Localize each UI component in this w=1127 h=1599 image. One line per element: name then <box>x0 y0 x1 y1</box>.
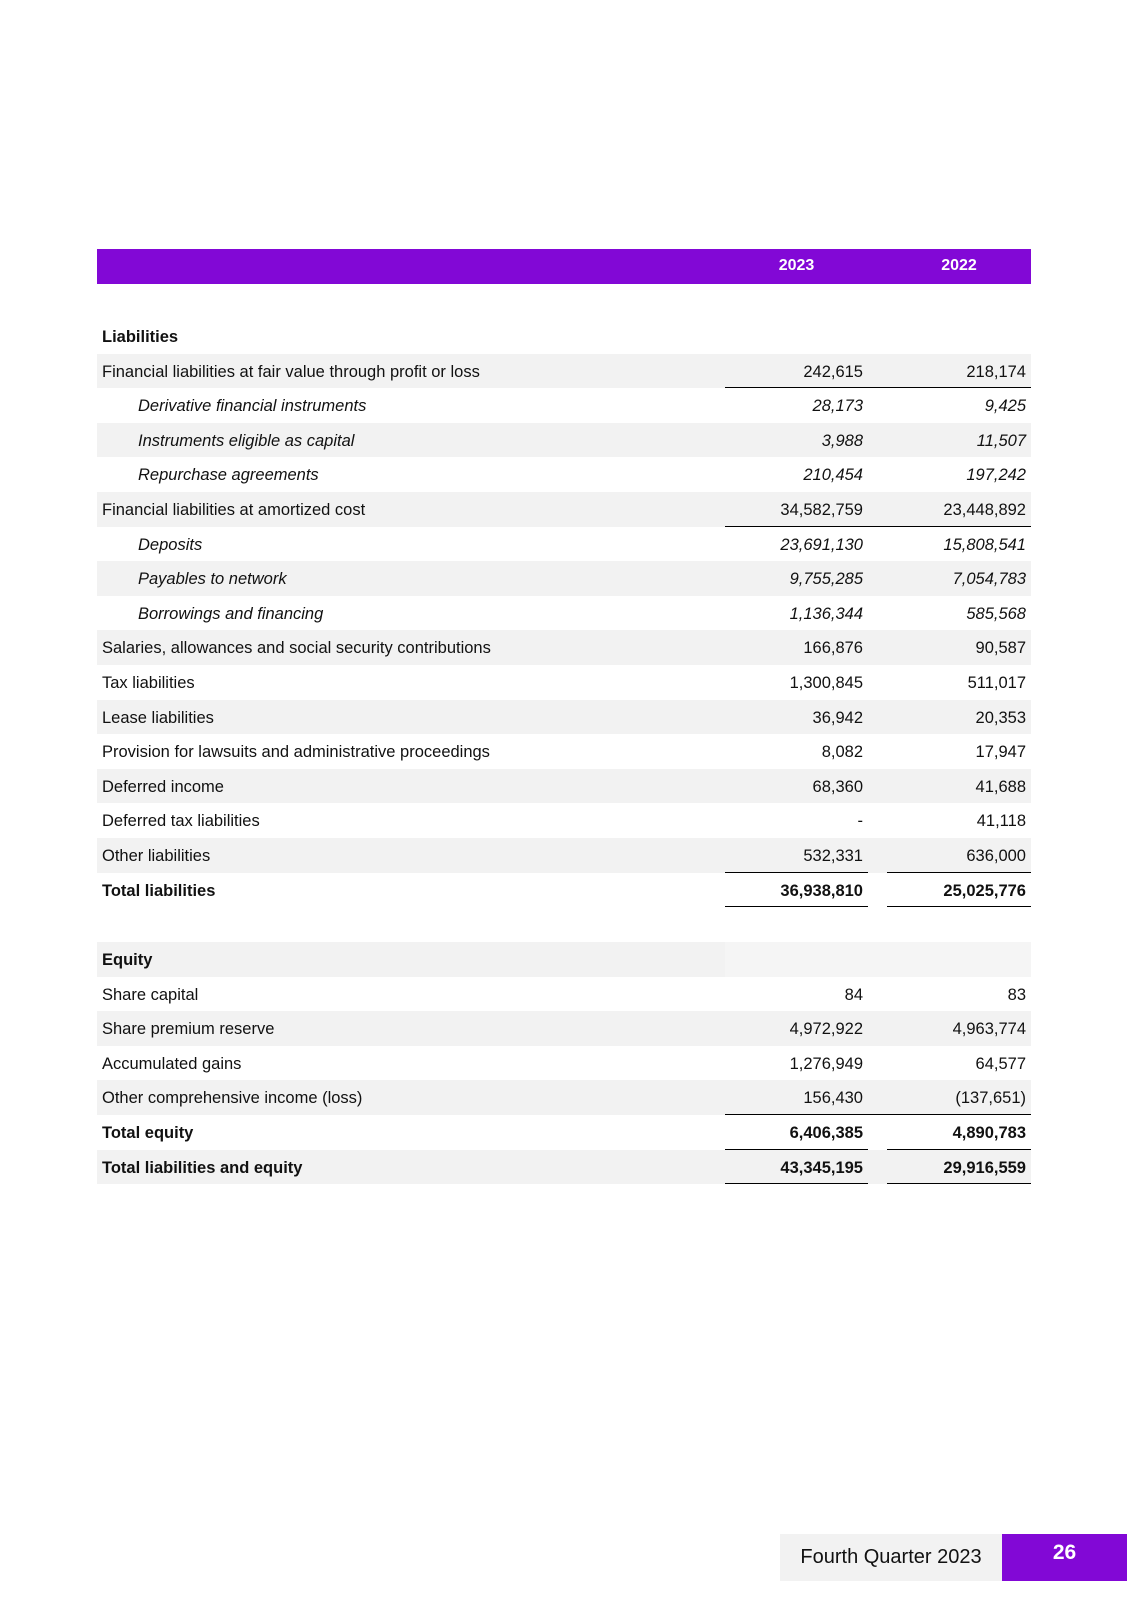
value-2023: 36,938,810 <box>780 881 863 900</box>
value-2022: 511,017 <box>967 673 1026 692</box>
value-2022: 9,425 <box>984 397 1026 416</box>
row-label: Derivative financial instruments <box>138 397 367 416</box>
row-label: Instruments eligible as capital <box>138 431 355 450</box>
row-label: Repurchase agreements <box>138 466 319 485</box>
table-row <box>97 700 1031 735</box>
table-row <box>97 769 1031 804</box>
row-label: Share capital <box>102 985 199 1004</box>
row-label: Lease liabilities <box>102 708 214 727</box>
value-2023: 1,276,949 <box>789 1054 863 1073</box>
value-2022: 20,353 <box>975 708 1026 727</box>
row-label: Borrowings and financing <box>138 604 324 623</box>
row-label: Financial liabilities at fair value through profit or loss <box>102 362 480 381</box>
row-label: Other liabilities <box>102 846 211 865</box>
value-2023: 3,988 <box>821 431 863 450</box>
value-2023: 1,300,845 <box>789 673 863 692</box>
row-label: Deferred income <box>102 777 224 796</box>
page-number: 26 <box>1002 1534 1127 1581</box>
value-2023: 36,942 <box>812 708 863 727</box>
page-footer <box>780 1534 1127 1581</box>
value-2022: 29,916,559 <box>943 1158 1026 1177</box>
value-2022: 17,947 <box>975 743 1026 762</box>
table-row <box>97 527 1031 562</box>
value-2023: 156,430 <box>803 1089 863 1108</box>
value-2022: 90,587 <box>975 639 1026 658</box>
value-2023: 43,345,195 <box>780 1158 863 1177</box>
table-row <box>97 630 1031 665</box>
row-label: Financial liabilities at amortized cost <box>102 500 366 519</box>
value-2022: 64,577 <box>975 1054 1026 1073</box>
value-2022: 4,963,774 <box>952 1020 1026 1039</box>
value-2023: 84 <box>844 985 863 1004</box>
section-title-equity <box>97 942 1031 977</box>
value-2023: 23,691,130 <box>780 535 863 554</box>
value-2023: 1,136,344 <box>789 604 863 623</box>
row-label: Deferred tax liabilities <box>102 812 260 831</box>
value-2022: (137,651) <box>955 1089 1026 1108</box>
table-row <box>97 492 1031 527</box>
value-2023: 34,582,759 <box>780 500 863 519</box>
value-2022: 25,025,776 <box>943 881 1026 900</box>
value-2022: 4,890,783 <box>952 1124 1026 1143</box>
row-label: Deposits <box>138 535 203 554</box>
total-liabilities-and-equity-row <box>97 1150 1031 1185</box>
balance-sheet-table <box>97 249 1031 1184</box>
row-label: Payables to network <box>138 570 287 589</box>
value-2023: 6,406,385 <box>789 1124 863 1143</box>
table-row <box>97 561 1031 596</box>
table-row <box>97 1011 1031 1046</box>
value-2023: 8,082 <box>821 743 863 762</box>
value-2023: 532,331 <box>803 846 863 865</box>
table-row <box>97 838 1031 873</box>
row-label: Total equity <box>102 1124 194 1143</box>
row-label: Total liabilities <box>102 881 216 900</box>
table-row <box>97 423 1031 458</box>
row-label: Other comprehensive income (loss) <box>102 1089 363 1108</box>
table-row <box>97 734 1031 769</box>
row-label: Provision for lawsuits and administrative proceedings <box>102 743 490 762</box>
value-2022: 83 <box>1007 985 1026 1004</box>
value-2022: 23,448,892 <box>943 500 1026 519</box>
value-2023: 28,173 <box>812 397 863 416</box>
value-2023: 68,360 <box>812 777 863 796</box>
row-label: Share premium reserve <box>102 1020 275 1039</box>
table-row <box>97 457 1031 492</box>
value-2023: - <box>857 812 863 831</box>
value-2023: 242,615 <box>803 362 863 381</box>
value-2022: 636,000 <box>966 846 1026 865</box>
section-title: Equity <box>102 951 153 970</box>
value-2023: 210,454 <box>803 466 863 485</box>
row-label: Tax liabilities <box>102 673 195 692</box>
value-2022: 585,568 <box>966 604 1026 623</box>
section-title: Liabilities <box>102 328 179 346</box>
value-2022: 7,054,783 <box>952 570 1026 589</box>
table-row <box>97 596 1031 631</box>
value-2022: 197,242 <box>966 466 1026 485</box>
value-2022: 218,174 <box>966 362 1026 381</box>
row-label: Accumulated gains <box>102 1054 242 1073</box>
total-liabilities-row <box>97 873 1031 908</box>
value-2022: 41,118 <box>976 812 1026 831</box>
table-row <box>97 977 1031 1012</box>
table-row <box>97 665 1031 700</box>
table-row <box>97 354 1031 389</box>
column-header-2022: 2022 <box>941 257 977 274</box>
table-header <box>97 249 1031 284</box>
table-row <box>97 1080 1031 1115</box>
row-label: Salaries, allowances and social security contributions <box>102 639 491 658</box>
row-label: Total liabilities and equity <box>102 1158 303 1177</box>
section-title-liabilities <box>97 319 1031 354</box>
report-period-label: Fourth Quarter 2023 <box>780 1534 1002 1581</box>
value-2022: 41,688 <box>975 777 1026 796</box>
value-2023: 4,972,922 <box>789 1020 863 1039</box>
total-equity-row <box>97 1115 1031 1150</box>
table-row <box>97 388 1031 423</box>
table-row <box>97 803 1031 838</box>
value-2023: 166,876 <box>803 639 863 658</box>
value-2022: 11,507 <box>976 431 1026 450</box>
value-2023: 9,755,285 <box>789 570 863 589</box>
value-2022: 15,808,541 <box>943 535 1026 554</box>
column-header-2023: 2023 <box>778 257 815 274</box>
table-row <box>97 1046 1031 1081</box>
